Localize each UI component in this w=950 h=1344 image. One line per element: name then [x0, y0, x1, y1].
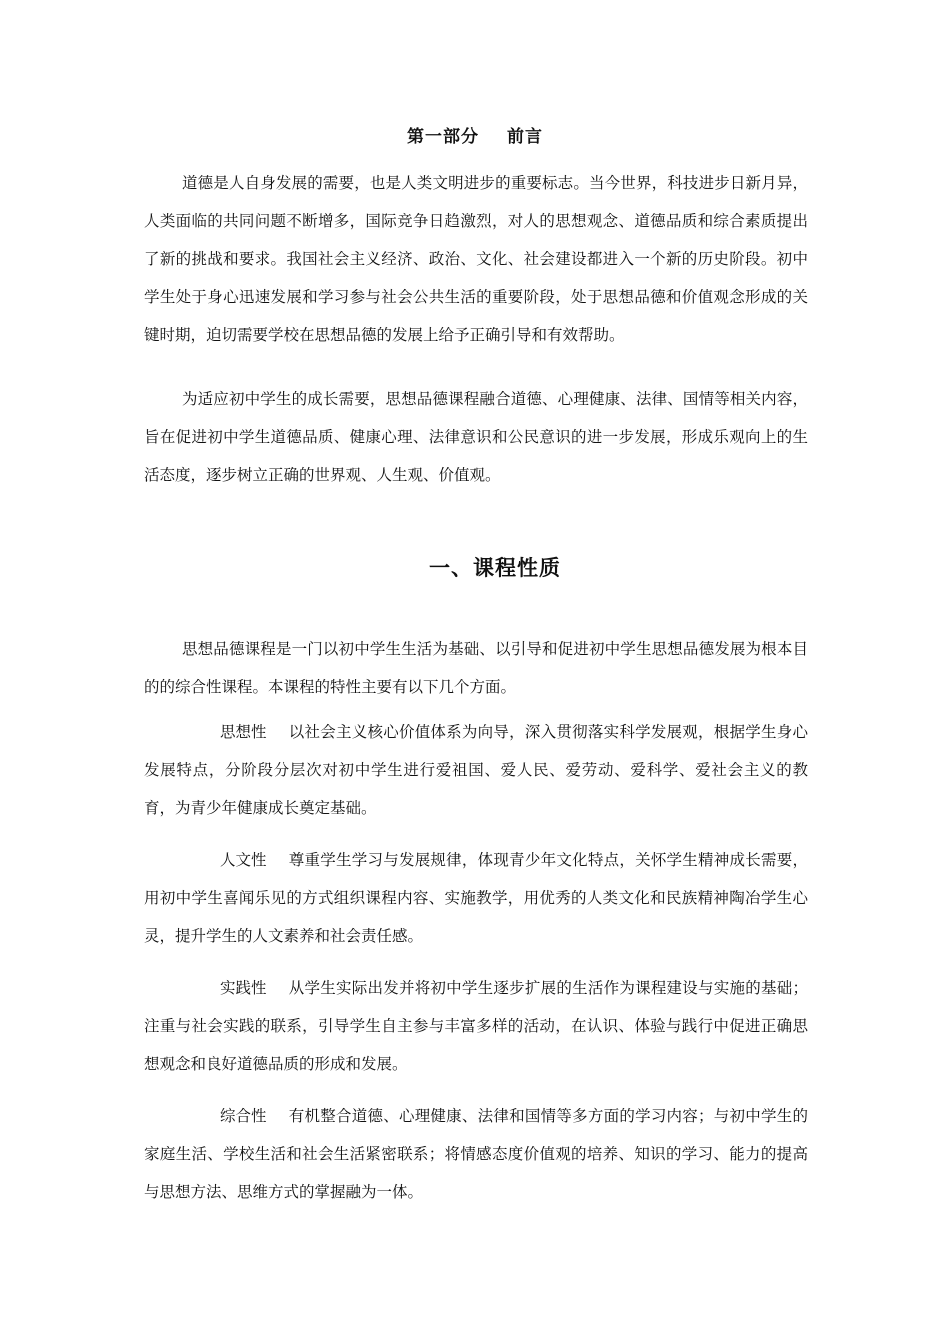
- characteristic-term: 实践性: [220, 979, 267, 997]
- part-heading: [0, 124, 950, 150]
- preface-paragraph-2: 为适应初中学生的成长需要，思想品德课程融合道德、心理健康、法律、国情等相关内容，旨在促进初中学生道德品质、健康心理、法律意识和公民意识的进一步发展，形成乐观向上的生活态度，逐步树立正确的世界观、人生观、价值观。: [144, 390, 808, 484]
- characteristic-practical: [144, 969, 808, 1083]
- characteristic-text: 有机整合道德、心理健康、法律和国情等多方面的学习内容；与初中学生的家庭生活、学校生活和社会生活紧密联系；将情感态度价值观的培养、知识的学习、能力的提高与思想方法、思维方式的掌握融为一体。: [144, 1107, 808, 1201]
- section-heading: 一、课程性质: [429, 556, 561, 580]
- preface-paragraph-1: 道德是人自身发展的需要，也是人类文明进步的重要标志。当今世界，科技进步日新月异，人类面临的共同问题不断增多，国际竞争日趋激烈，对人的思想观念、道德品质和综合素质提出了新的挑战和要求。我国社会主义经济、政治、文化、社会建设都进入一个新的历史阶段。初中学生处于身心迅速发展和学习参与社会公共生活的重要阶段，处于思想品德和价值观念形成的关键时期，迫切需要学校在思想品德的发展上给予正确引导和有效帮助。: [144, 174, 808, 344]
- characteristic-term: 人文性: [220, 851, 267, 869]
- characteristic-thought: [144, 713, 808, 827]
- characteristic-text: 从学生实际出发并将初中学生逐步扩展的生活作为课程建设与实施的基础；注重与社会实践的联系，引导学生自主参与丰富多样的活动，在认识、体验与践行中促进正确思想观念和良好道德品质的形成和发展。: [144, 979, 808, 1073]
- part-heading-part: 第一部分: [407, 127, 479, 147]
- characteristic-term: 综合性: [220, 1107, 267, 1125]
- characteristic-humanistic: [144, 841, 808, 955]
- characteristic-term: 思想性: [220, 723, 267, 741]
- characteristic-comprehensive: [144, 1097, 808, 1211]
- section-intro-paragraph: 思想品德课程是一门以初中学生生活为基础、以引导和促进初中学生思想品德发展为根本目的的综合性课程。本课程的特性主要有以下几个方面。: [144, 640, 808, 696]
- characteristic-text: 尊重学生学习与发展规律，体现青少年文化特点，关怀学生精神成长需要，用初中学生喜闻乐见的方式组织课程内容、实施教学，用优秀的人类文化和民族精神陶冶学生心灵，提升学生的人文素养和社会责任感。: [144, 851, 808, 945]
- part-heading-title: 前言: [507, 127, 543, 147]
- characteristic-text: 以社会主义核心价值体系为向导，深入贯彻落实科学发展观，根据学生身心发展特点，分阶段分层次对初中学生进行爱祖国、爱人民、爱劳动、爱科学、爱社会主义的教育，为青少年健康成长奠定基础。: [144, 723, 808, 817]
